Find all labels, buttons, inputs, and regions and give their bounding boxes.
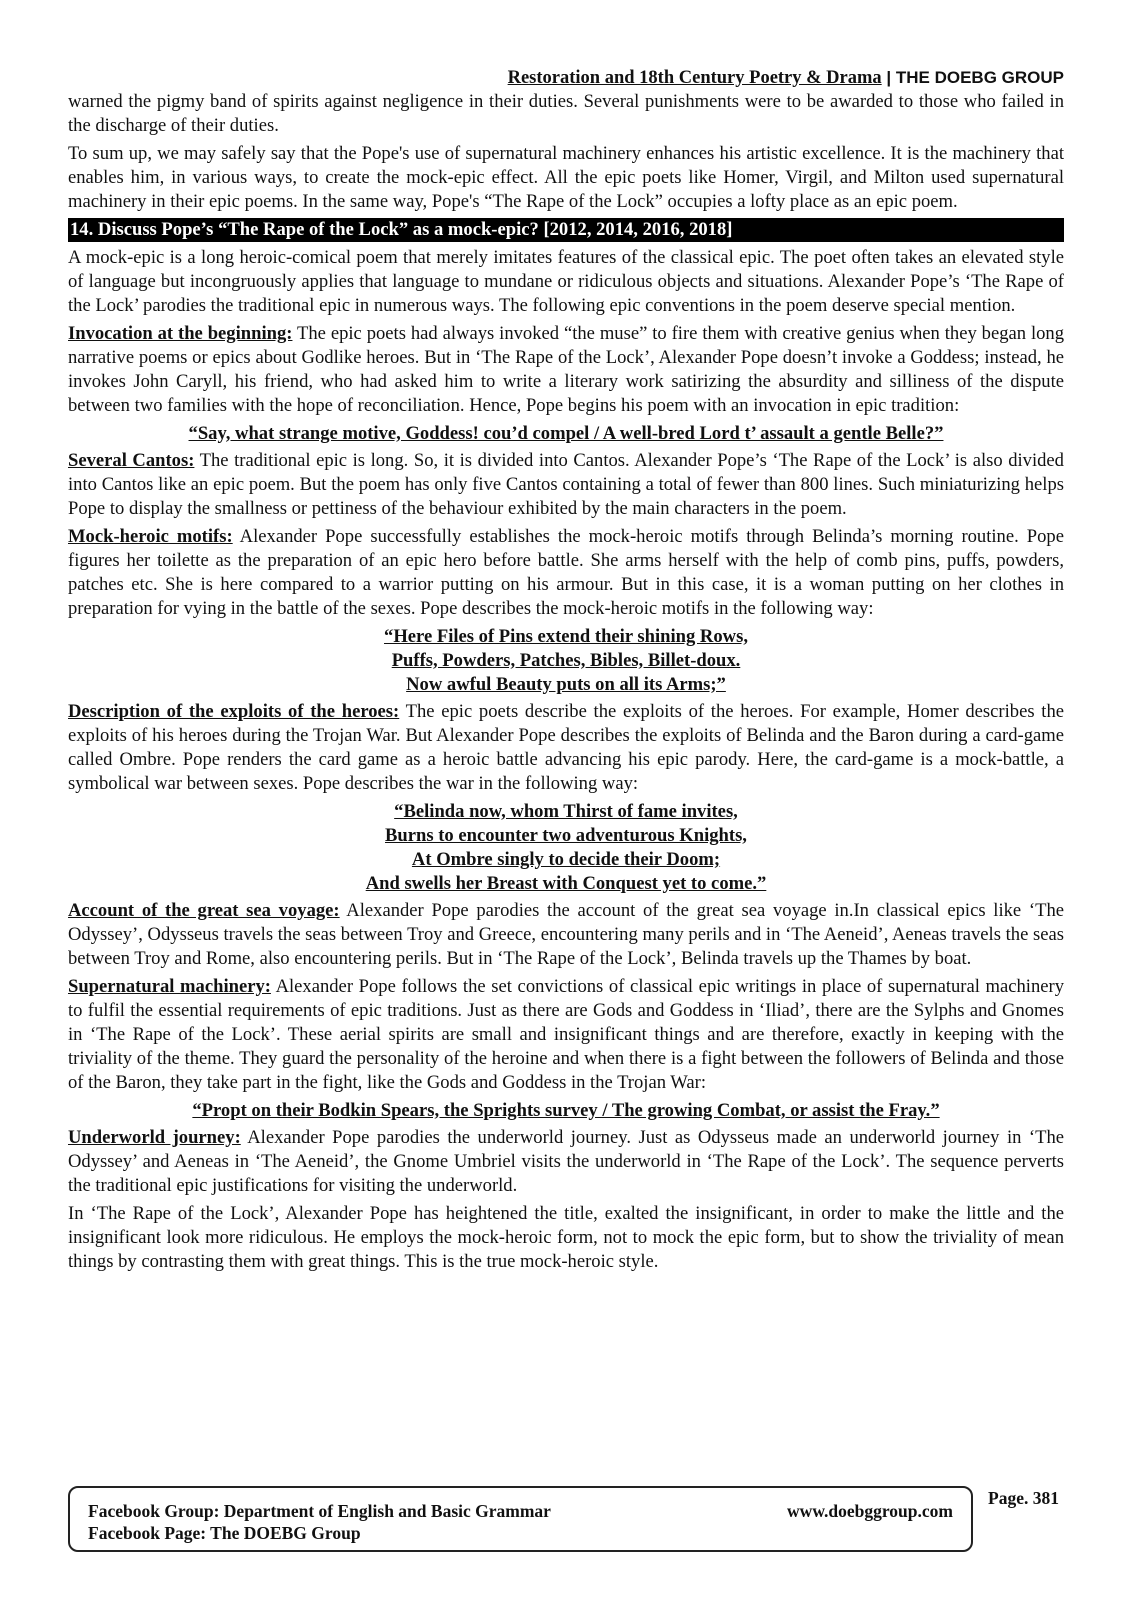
conclusion-paragraph: In ‘The Rape of the Lock’, Alexander Pope has heightened the title, exalted the insignificant, in order to make the little and the insignificant look more ridiculous. He employs the mock-heroic form, not to mock the epic form, but to show the triviality of mean things by contrasting them with great things. This is the true mock-heroic style. (68, 1203, 1064, 1272)
page-number: Page. 381 (988, 1488, 1059, 1508)
footer-box (68, 1486, 973, 1552)
quote-line: “Propt on their Bodkin Spears, the Sprights survey / The growing Combat, or assist the Fray.” (192, 1100, 940, 1121)
quote-block (68, 800, 1064, 896)
quote-line: “Here Files of Pins extend their shining Rows, (384, 626, 748, 647)
footer-website-link[interactable]: www.doebggroup.com (787, 1501, 953, 1521)
section-text: The traditional epic is long. So, it is divided into Cantos. Alexander Pope’s ‘The Rape of the Lock’ is also divided into Cantos like an epic poem. But the poem has only five Cantos containing a total of fewer than 800 lines. Such miniaturizing helps Pope to display the smallness or pettiness of the behaviour exhibited by the main characters in the poem. (68, 450, 1064, 519)
section-text: Alexander Pope follows the set convictions of classical epic writings in place of supernatural machinery to fulfil the essential requirements of epic traditions. Just as there are Gods and Goddess in ‘Iliad’, there are the Sylphs and Gnomes in ‘The Rape of the Lock’. These aerial spirits are small and insignificant things and are therefore, exactly in keeping with the triviality of the theme. They guard the personality of the heroine and when there is a fight between the followers of Belinda and those of the Baron, they take part in the fight, like the Gods and Goddess in the Trojan War: (68, 976, 1065, 1093)
section-term: Underworld journey: (68, 1127, 241, 1148)
header-separator: | (881, 68, 896, 87)
section-underworld (68, 1126, 1064, 1198)
footer-social (88, 1500, 551, 1544)
quote-block (68, 422, 1064, 446)
header-group: THE DOEBG GROUP (895, 68, 1064, 87)
quote-line: And swells her Breast with Conquest yet to come.” (365, 873, 767, 894)
header-title: Restoration and 18th Century Poetry & Drama (507, 68, 882, 88)
footer-fb-page: Facebook Page: The DOEBG Group (88, 1523, 361, 1543)
question-heading: 14. Discuss Pope’s “The Rape of the Lock” as a mock-epic? [2012, 2014, 2016, 2018] (68, 218, 1064, 242)
page-body (68, 66, 1064, 1278)
quote-block (68, 625, 1064, 697)
quote-block (68, 1099, 1064, 1123)
section-term: Supernatural machinery: (68, 976, 271, 997)
quote-line: Puffs, Powders, Patches, Bibles, Billet-doux. (391, 650, 741, 671)
section-voyage (68, 899, 1064, 971)
section-text: Alexander Pope successfully establishes the mock-heroic motifs through Belinda’s morning routine. Pope figures her toilette as the preparation of an epic hero before battle. She arms herself with the help of comb pins, puffs, powders, patches etc. She is here compared to a warrior putting on his armour. But in this case, it is a woman putting on her clothes in preparation for vying in the battle of the sexes. Pope describes the mock-heroic motifs in the following way: (68, 526, 1064, 619)
section-term: Description of the exploits of the heroes: (68, 701, 400, 722)
quote-line: “Belinda now, whom Thirst of fame invites, (394, 801, 738, 822)
section-cantos (68, 449, 1064, 521)
section-term: Several Cantos: (68, 450, 195, 471)
section-text: The epic poets had always invoked “the muse” to fire them with creative genius when they began long narrative poems or epics about Godlike heroes. But in ‘The Rape of the Lock’, Alexander Pope doesn’t invoke a Goddess; instead, he invokes John Caryll, his friend, who had asked him to write a literary work satirizing the absurdity and silliness of the dispute between two families with the hope of reconciliation. Hence, Pope begins his poem with an invocation in epic tradition: (68, 323, 1065, 416)
quote-line: Burns to encounter two adventurous Knights, (385, 825, 747, 846)
intro-paragraph-1: warned the pigmy band of spirits against negligence in their duties. Several punishments were to be awarded to those who failed in the discharge of their duties. (68, 91, 1064, 136)
section-motifs (68, 525, 1064, 621)
section-text: Alexander Pope parodies the underworld journey. Just as Odysseus made an underworld journey in ‘The Odyssey’ and Aeneas in ‘The Aeneid’, the Gnome Umbriel visits the underworld in ‘The Rape of the Lock’. The sequence perverts the traditional epic justifications for visiting the underworld. (68, 1127, 1064, 1196)
section-term: Account of the great sea voyage: (68, 900, 340, 921)
quote-line: Now awful Beauty puts on all its Arms;” (406, 674, 726, 695)
section-text: Alexander Pope parodies the account of the great sea voyage in.In classical epics like ‘The Odyssey’, Odysseus travels the seas between Troy and Greece, encountering many perils and in ‘The Aeneid’, Aeneas travels the seas between Troy and Rome, also encountering perils. But in ‘The Rape of the Lock’, Belinda travels up the Thames by boat. (68, 900, 1064, 969)
section-exploits (68, 700, 1064, 796)
opening-paragraph: A mock-epic is a long heroic-comical poem that merely imitates features of the classical epic. The poet often takes an elevated style of language but incongruously applies that language to mundane or ridiculous objects and situations. Alexander Pope’s ‘The Rape of the Lock’ parodies the traditional epic in numerous ways. The following epic conventions in the poem deserve special mention. (68, 247, 1064, 316)
footer-fb-group: Facebook Group: Department of English and Basic Grammar (88, 1501, 551, 1521)
section-text: The epic poets describe the exploits of the heroes. For example, Homer describes the exploits of his heroes during the Trojan War. But Alexander Pope describes the exploits of Belinda and the Baron during a card-game called Ombre. Pope renders the card game as a heroic battle advancing his epic parody. Here, the card-game is a mock-battle, a symbolical war between sexes. Pope describes the war in the following way: (68, 701, 1064, 794)
section-term: Invocation at the beginning: (68, 323, 293, 344)
section-machinery (68, 975, 1064, 1095)
quote-line: At Ombre singly to decide their Doom; (411, 849, 721, 870)
section-invocation (68, 322, 1064, 418)
intro-paragraph-2: To sum up, we may safely say that the Pope's use of supernatural machinery enhances his artistic excellence. It is the machinery that enables him, in various ways, to create the mock-epic effect. All the epic poets like Homer, Virgil, and Milton used supernatural machinery in their epic poems. In the same way, Pope's “The Rape of the Lock” occupies a lofty place as an epic poem. (68, 143, 1064, 212)
running-header (68, 66, 1064, 90)
section-term: Mock-heroic motifs: (68, 526, 233, 547)
quote-line: “Say, what strange motive, Goddess! cou’d compel / A well-bred Lord t’ assault a gentle Belle?” (188, 423, 944, 444)
